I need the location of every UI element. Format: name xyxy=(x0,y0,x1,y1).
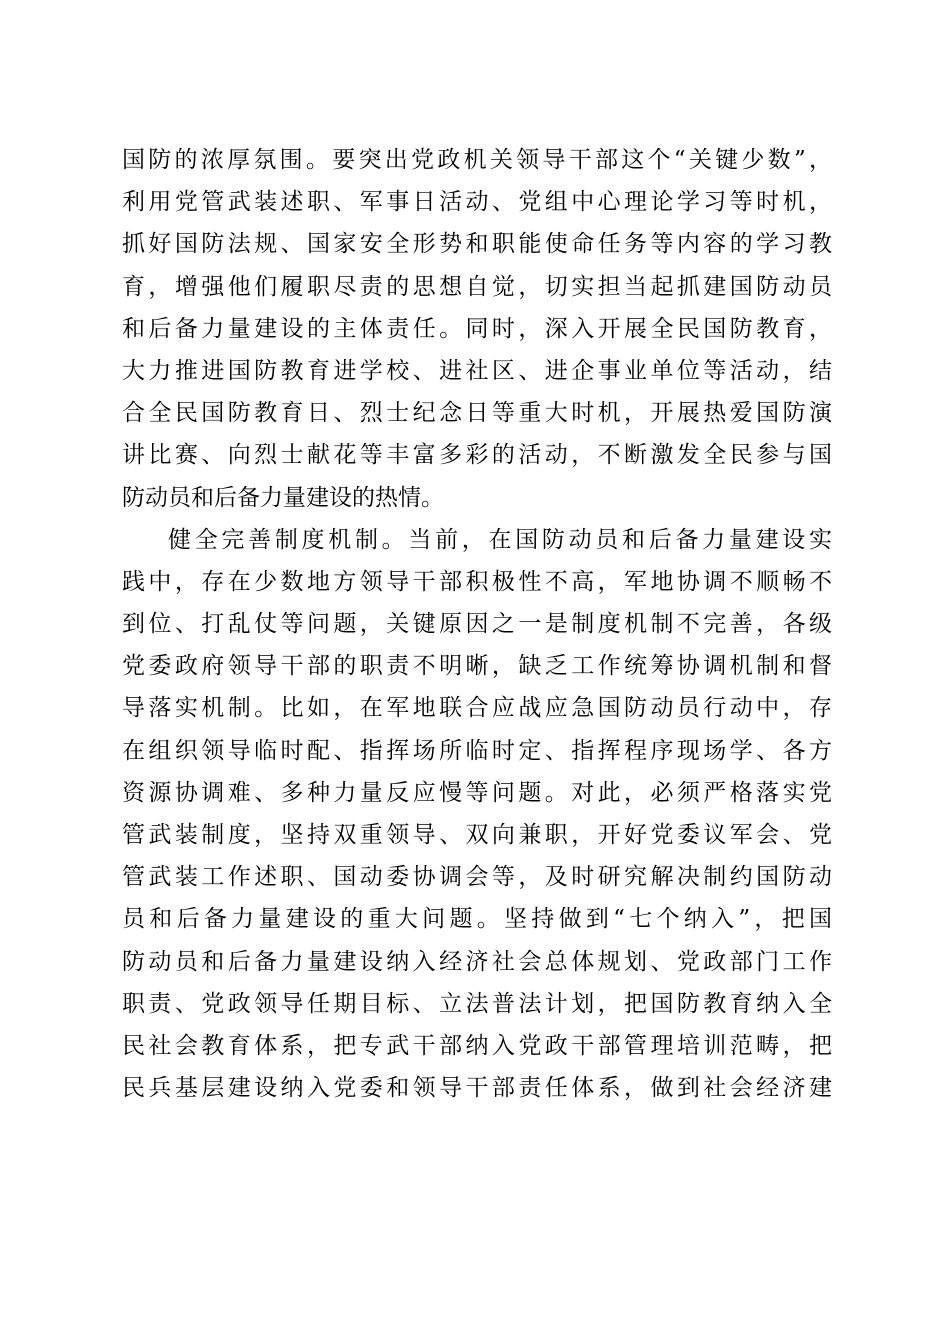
text-line: 导落实机制。比如，在军地联合应战应急国防动员行动中，存 xyxy=(122,695,832,722)
text-line: 讲比赛、向烈士献花等丰富多彩的活动，不断激发全民参与国 xyxy=(122,442,832,469)
text-line: 党委政府领导干部的职责不明晰，缺乏工作统筹协调机制和督 xyxy=(122,653,832,680)
text-line: 利用党管武装述职、军事日活动、党组中心理论学习等时机， xyxy=(122,189,832,216)
text-line: 践中，存在少数地方领导干部积极性不高，军地协调不顺畅不 xyxy=(122,568,832,595)
text-line: 到位、打乱仗等问题，关键原因之一是制度机制不完善，各级 xyxy=(122,611,832,638)
paragraph-heading-line: 健全完善制度机制。当前，在国防动员和后备力量建设实 xyxy=(168,526,832,553)
text-line: 国防的浓厚氛围。要突出党政机关领导干部这个“关键少数”， xyxy=(122,147,832,173)
text-line: 育，增强他们履职尽责的思想自觉，切实担当起抓建国防动员 xyxy=(122,273,832,300)
text-line: 民社会教育体系，把专武干部纳入党政干部管理培训范畴，把 xyxy=(122,1032,832,1059)
text-line: 大力推进国防教育进学校、进社区、进企事业单位等活动，结 xyxy=(122,357,832,384)
text-line: 和后备力量建设的主体责任。同时，深入开展全民国防教育， xyxy=(122,315,832,342)
text-line: 在组织领导临时配、指挥场所临时定、指挥程序现场学、各方 xyxy=(122,737,832,764)
text-line: 职责、党政领导任期目标、立法普法计划，把国防教育纳入全 xyxy=(122,990,832,1017)
text-line: 员和后备力量建设的重大问题。坚持做到“七个纳入”，把国 xyxy=(122,906,832,933)
text-line: 民兵基层建设纳入党委和领导干部责任体系，做到社会经济建 xyxy=(122,1075,832,1102)
text-line: 抓好国防法规、国家安全形势和职能使命任务等内容的学习教 xyxy=(122,231,832,258)
text-line: 管武装工作述职、国动委协调会等，及时研究解决制约国防动 xyxy=(122,864,832,891)
text-line: 合全民国防教育日、烈士纪念日等重大时机，开展热爱国防演 xyxy=(122,400,832,427)
text-line: 管武装制度，坚持双重领导、双向兼职，开好党委议军会、党 xyxy=(122,822,832,848)
text-line: 资源协调难、多种力量反应慢等问题。对此，必须严格落实党 xyxy=(122,779,832,806)
text-line: 防动员和后备力量建设的热情。 xyxy=(122,484,444,511)
text-line: 防动员和后备力量建设纳入经济社会总体规划、党政部门工作 xyxy=(122,948,832,975)
body-text xyxy=(122,139,832,1109)
